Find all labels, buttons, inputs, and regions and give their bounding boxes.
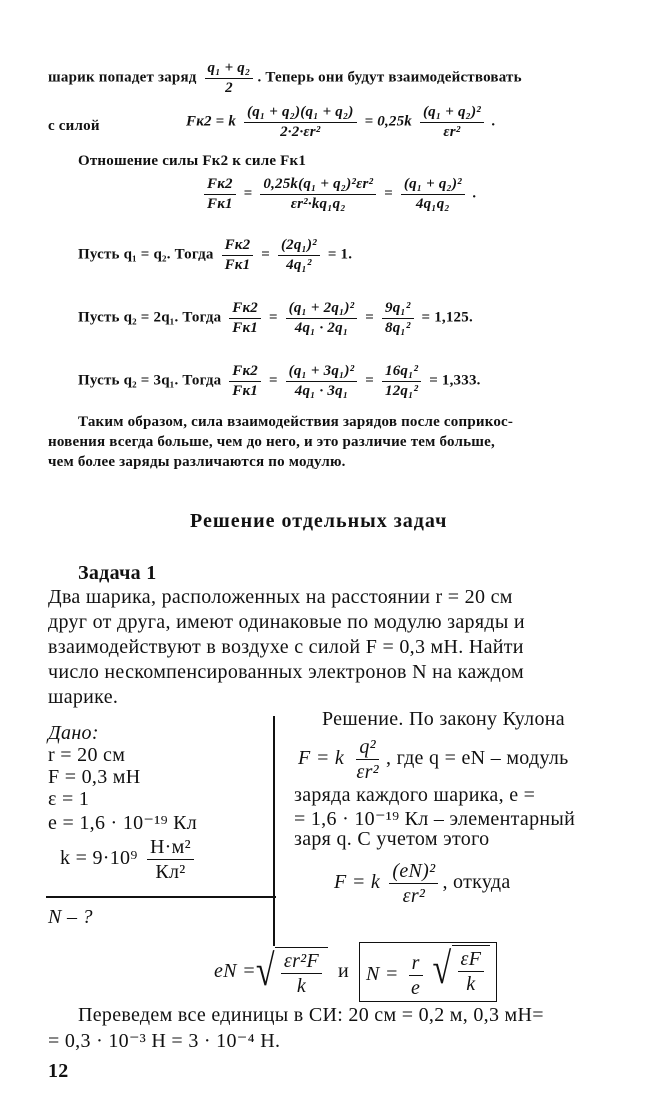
line-2-formula: Fк2 = k $\frac{\text{(q₁ + q₂)(q₁ + q₂)}}{\text{2·2·εr²}}$ = 0,25k $\frac{\text{(q₁ + q₂)²}}{\text{εr²}}$ . [186,104,496,140]
line-1: шарик попадет заряд $\frac{\text{q₁ + q₂}}{2}$ . Теперь они будут взаимодействовать [48,60,522,96]
task-text-3: взаимодействуют в воздухе с силой F = 0,3 мН. Найти [48,636,524,658]
conclusion-line-3: чем более заряды различаются по модулю. [48,454,346,470]
solution-line-3: заряда каждого шарика, e = [294,784,536,806]
fraction: $\frac{\text{0,25k(q₁ + q₂)²εr²}}{\text{εr²·kq₁q₂}}$ [260,176,376,212]
case-1: Пусть q₁ = q₂. Тогда $\frac{Fк2}{Fк1}$ = $\frac{\text{(2q₁)²}}{\text{4q₁²}}$ = 1. [78,237,353,273]
given-k: k = 9·10⁹ $\frac{\text{Н·м²}}{\text{Кл²}}$ [60,836,198,883]
solution-line-4: = 1,6 · 10⁻¹⁹ Кл – элементарный [294,808,576,830]
fraction: $\frac{\text{(q₁ + 2q₁)²}}{\text{4q₁ · 2q₁}}$ [286,300,358,336]
line-4-formula: $\frac{Fк2}{Fк1}$ = $\frac{\text{0,25k(q₁ + q₂)²εr²}}{\text{εr²·kq₁q₂}}$ = $\frac{\text{(q₁ + q₂)²}}{\text{4q₁q₂}}$ . [200,176,477,212]
given-divider-horizontal [46,896,276,898]
task-text-2: друг от друга, имеют одинаковые по модулю заряды и [48,611,525,633]
fraction: $\frac{\text{(2q₁)²}}{\text{4q₁²}}$ [278,237,320,273]
fraction: $\frac{\text{(q₁ + q₂)(q₁ + q₂)}}{\text{2·2·εr²}}$ [244,104,357,140]
solution-line-5: заря q. С учетом этого [294,828,490,850]
solution-line-2: F = k $\frac{\text{q²}}{\text{εr²}}$ , где q = eN – модуль [298,736,569,783]
result-formula: eN = √ $\frac{\text{εr²F}}{k}$ и N = $\frac{r}{e}$ √ $\frac{\varepsilon F}{k}$ [214,942,497,1002]
fraction: $\frac{\text{(q₁ + q₂)²}}{\text{εr²}}$ [420,104,484,140]
fraction: $\frac{\text{9q₁²}}{\text{8q₁²}}$ [382,300,414,336]
case-3: Пусть q₂ = 3q₁. Тогда $\frac{Fк2}{Fк1}$ = $\frac{\text{(q₁ + 3q₁)²}}{\text{4q₁ · 3q₁}}$ = $\frac{\text{16q₁²}}{\text{12q₁²}}$ = 1,333. [78,363,481,399]
task-title: Задача 1 [78,562,157,584]
task-text-1: Два шарика, расположенных на расстоянии r = 20 см [48,586,513,608]
fraction: $\frac{Fк2}{Fк1}$ [222,237,254,273]
fraction: $\frac{\text{(q₁ + q₂)²}}{\text{4q₁q₂}}$ [401,176,465,212]
solution-line-6: F = k $\frac{\text{(eN)²}}{\text{εr²}}$ , откуда [334,860,511,907]
page-number: 12 [48,1060,69,1082]
conclusion-line-1: Таким образом, сила взаимодействия зарядов после соприкос- [78,414,514,430]
fraction: $\frac{Fк2}{Fк1}$ [229,363,261,399]
fraction: $\frac{r}{e}$ [408,952,423,999]
fraction: $\frac{\text{(q₁ + 3q₁)²}}{\text{4q₁ · 3q₁}}$ [286,363,358,399]
solution-line-1: Решение. По закону Кулона [322,708,565,730]
given-r: r = 20 см [48,744,126,766]
fraction: $\frac{\text{εr²F}}{k}$ [281,950,322,997]
fraction: $\frac{\text{q²}}{\text{εr²}}$ [356,736,379,783]
given-label: Дано: [48,722,99,744]
fraction: $\frac{Fк2}{Fк1}$ [229,300,261,336]
conclusion-line-2: новения всегда больше, чем до него, и это различие тем больше, [48,434,495,450]
si-line-1: Переведем все единицы в СИ: 20 см = 0,2 м, 0,3 мН= [78,1004,544,1026]
fraction: $\frac{\text{16q₁²}}{\text{12q₁²}}$ [382,363,421,399]
fraction: $\frac{\text{(eN)²}}{\text{εr²}}$ [389,860,438,907]
section-title: Решение отдельных задач [190,510,448,532]
case-2: Пусть q₂ = 2q₁. Тогда $\frac{Fк2}{Fк1}$ = $\frac{\text{(q₁ + 2q₁)²}}{\text{4q₁ · 2q₁}}$ = $\frac{\text{9q₁²}}{\text{8q₁²}}$ = 1,125. [78,300,473,336]
given-e: e = 1,6 · 10⁻¹⁹ Кл [48,812,198,834]
sqrt: √ $\frac{\varepsilon F}{k}$ [433,945,491,995]
fraction: $\frac{\varepsilon F}{k}$ [458,948,485,995]
task-text-5: шарике. [48,686,119,708]
given-divider-vertical [273,716,275,946]
line-3: Отношение силы Fк2 к силе Fк1 [78,153,307,169]
si-line-2: = 0,3 · 10⁻³ Н = 3 · 10⁻⁴ Н. [48,1030,281,1052]
line-2-label: с силой [48,118,100,134]
given-F: F = 0,3 мН [48,766,141,788]
sqrt: √ $\frac{\text{εr²F}}{k}$ [256,947,328,997]
fraction: $\frac{\text{Н·м²}}{\text{Кл²}}$ [147,836,194,883]
given-find: N – ? [48,906,93,928]
task-text-4: число нескомпенсированных электронов N на каждом [48,661,524,683]
given-eps: ε = 1 [48,788,90,810]
fraction: $\frac{\text{q₁ + q₂}}{2}$ [205,60,254,96]
fraction: $\frac{Fк2}{Fк1}$ [204,176,236,212]
boxed-answer: N = $\frac{r}{e}$ √ $\frac{\varepsilon F}{k}$ [359,942,497,1002]
